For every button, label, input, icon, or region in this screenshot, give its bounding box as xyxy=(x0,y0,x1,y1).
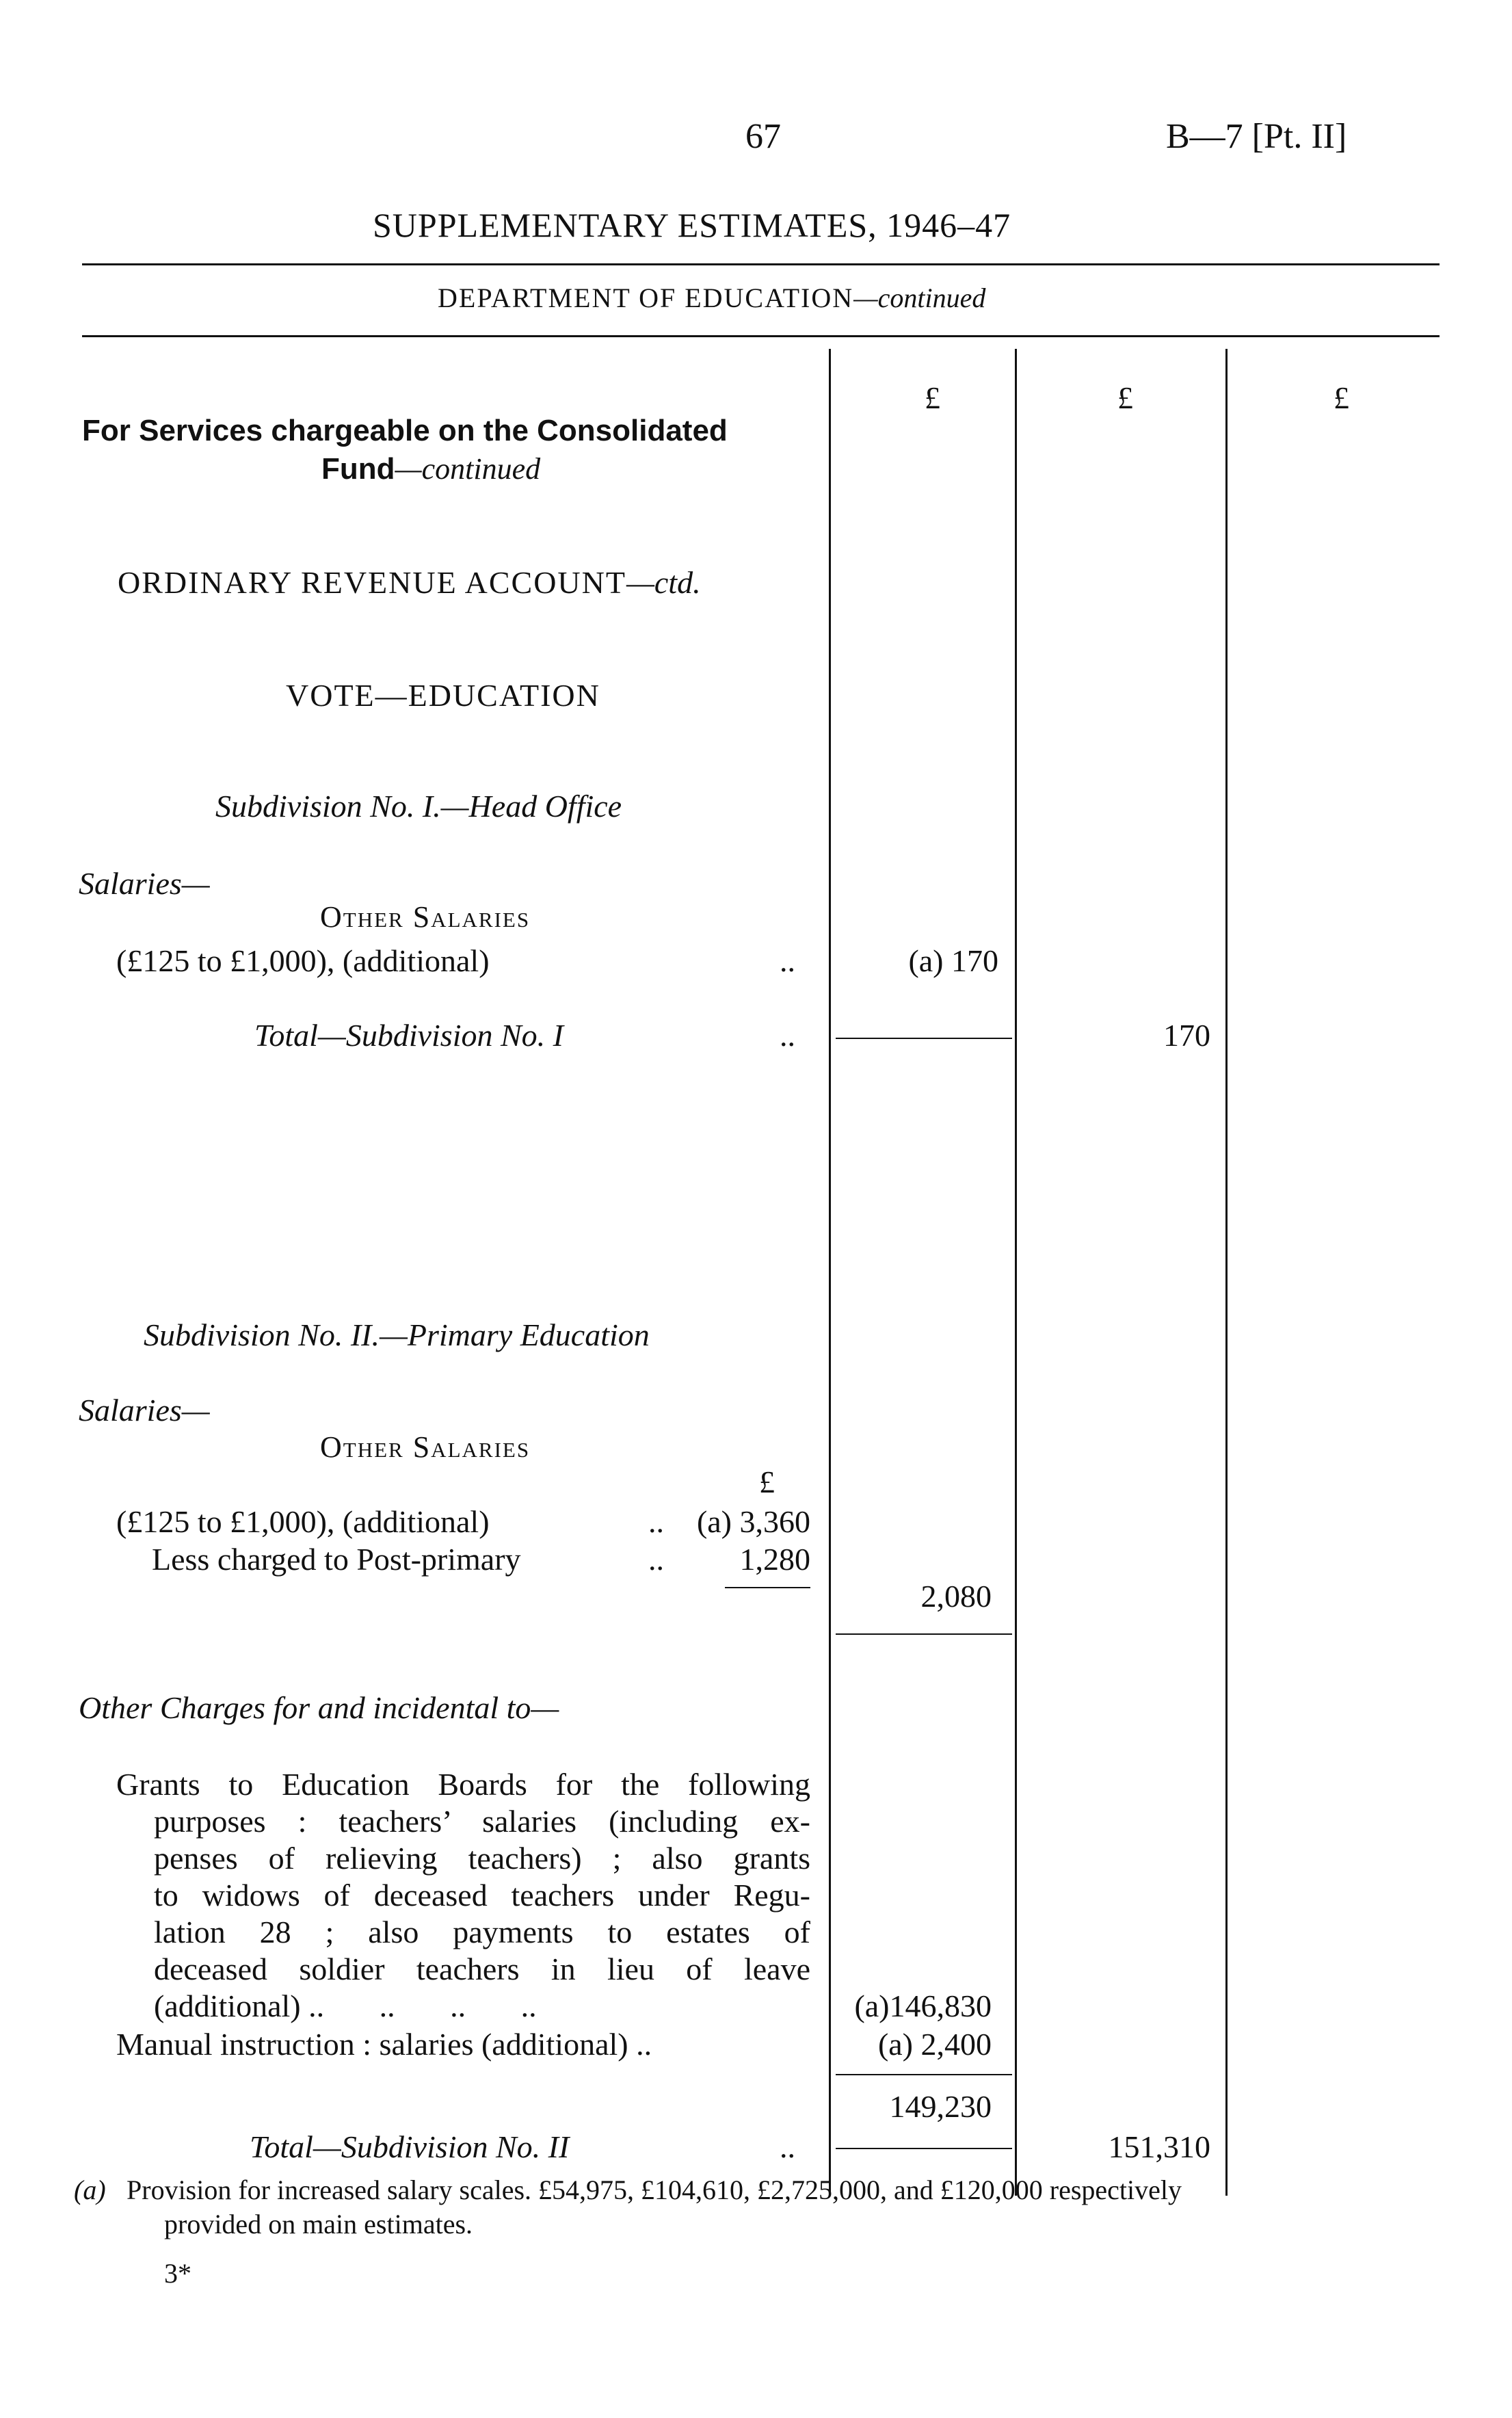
page-number: 67 xyxy=(745,117,781,156)
footnote-line-1: Provision for increased salary scales. £54,975, £104,610, £2,725,000, and £120,000 respectively xyxy=(127,2174,1182,2205)
column-rule-1 xyxy=(829,349,831,2196)
column-1-unit: £ xyxy=(925,380,940,415)
grants-line-1: Grants to Education Boards for the following xyxy=(116,1767,810,1802)
subdivision-2-subtotal-rule-bottom xyxy=(836,2148,1012,2149)
subdivision-2-net-rule xyxy=(836,1633,1012,1635)
subdivision-2-other-salaries: Other Salaries xyxy=(320,1430,531,1464)
account-suffix: —ctd. xyxy=(626,565,701,600)
subdivision-1-item-value: (a) 170 xyxy=(908,943,998,978)
subdivision-2-title: Subdivision No. II.—Primary Education xyxy=(144,1317,650,1352)
continued-word: —continued xyxy=(395,452,541,486)
subdivision-1-total-value: 170 xyxy=(1163,1018,1210,1053)
subdivision-2-inner-unit: £ xyxy=(759,1464,775,1499)
subdivision-2-subtotal-rule-top xyxy=(836,2074,1012,2075)
grants-value: (a)146,830 xyxy=(854,1988,992,2023)
subdivision-2-item-1-label: (£125 to £1,000), (additional) xyxy=(116,1504,490,1539)
fund-word: Fund xyxy=(321,452,395,486)
grants-line-5: lation 28 ; also payments to estates of xyxy=(154,1915,810,1949)
footnote-mark: (a) xyxy=(74,2174,106,2205)
grants-line-7: (additional) .. .. .. .. xyxy=(154,1988,537,2023)
subdivision-2-item-2-dots: .. xyxy=(648,1542,664,1577)
document-reference: B—7 [Pt. II] xyxy=(1166,117,1347,156)
department-rule xyxy=(82,335,1440,337)
department-heading xyxy=(438,282,985,314)
subdivision-2-subtotal-value: 149,230 xyxy=(889,2089,992,2124)
page-title: SUPPLEMENTARY ESTIMATES, 1946–47 xyxy=(373,206,1011,244)
manual-instruction-label: Manual instruction : salaries (additional) .. xyxy=(116,2027,652,2062)
title-rule xyxy=(82,263,1440,265)
column-3-unit: £ xyxy=(1334,380,1349,415)
grants-line-6: deceased soldier teachers in lieu of leave xyxy=(154,1952,810,1986)
department-suffix: —continued xyxy=(853,282,986,313)
subdivision-2-total-value: 151,310 xyxy=(1108,2129,1210,2164)
subdivision-2-item-2-label: Less charged to Post-primary xyxy=(152,1542,521,1577)
subdivision-2-item-2-value: 1,280 xyxy=(739,1542,810,1577)
subdivision-1-salaries-label: Salaries— xyxy=(79,866,210,901)
other-charges-label: Other Charges for and incidental to— xyxy=(79,1690,559,1725)
subdivision-2-item-1-value: (a) 3,360 xyxy=(696,1504,810,1539)
subdivision-2-item-1-dots: .. xyxy=(648,1504,664,1539)
footnote-line-2: provided on main estimates. xyxy=(164,2209,473,2239)
subdivision-1-total-label: Total—Subdivision No. I xyxy=(254,1018,563,1053)
subdivision-1-item-dots: .. xyxy=(780,943,795,978)
manual-instruction-value: (a) 2,400 xyxy=(877,2027,992,2062)
grants-line-2: purposes : teachers’ salaries (including ex- xyxy=(154,1804,810,1839)
column-rule-3 xyxy=(1225,349,1228,2196)
services-heading: For Services chargeable on the Consolidated xyxy=(82,414,728,447)
department-name: DEPARTMENT OF EDUCATION xyxy=(438,282,854,313)
subdivision-1-total-dots: .. xyxy=(780,1018,795,1053)
column-rule-2 xyxy=(1015,349,1017,2196)
subdivision-1-other-salaries: Other Salaries xyxy=(320,900,531,934)
subdivision-2-total-dots: .. xyxy=(780,2129,795,2164)
grants-line-4: to widows of deceased teachers under Regu- xyxy=(154,1878,810,1913)
subdivision-2-net-value: 2,080 xyxy=(920,1579,992,1614)
subdivision-1-subtotal-rule xyxy=(836,1038,1012,1039)
subdivision-1-item-label: (£125 to £1,000), (additional) xyxy=(116,943,490,978)
grants-description xyxy=(116,1766,810,2025)
account-name: ORDINARY REVENUE ACCOUNT xyxy=(118,565,626,600)
subdivision-2-inner-rule xyxy=(725,1587,810,1588)
column-2-unit: £ xyxy=(1117,380,1133,415)
services-heading-continued xyxy=(321,451,540,486)
vote-heading: VOTE—EDUCATION xyxy=(286,678,600,713)
signature-mark: 3* xyxy=(164,2258,191,2289)
account-heading xyxy=(118,564,701,601)
subdivision-2-total-label: Total—Subdivision No. II xyxy=(250,2129,570,2164)
grants-line-3: penses of relieving teachers) ; also grants xyxy=(154,1841,810,1876)
subdivision-2-salaries-label: Salaries— xyxy=(79,1393,210,1428)
subdivision-1-title: Subdivision No. I.—Head Office xyxy=(215,789,622,824)
